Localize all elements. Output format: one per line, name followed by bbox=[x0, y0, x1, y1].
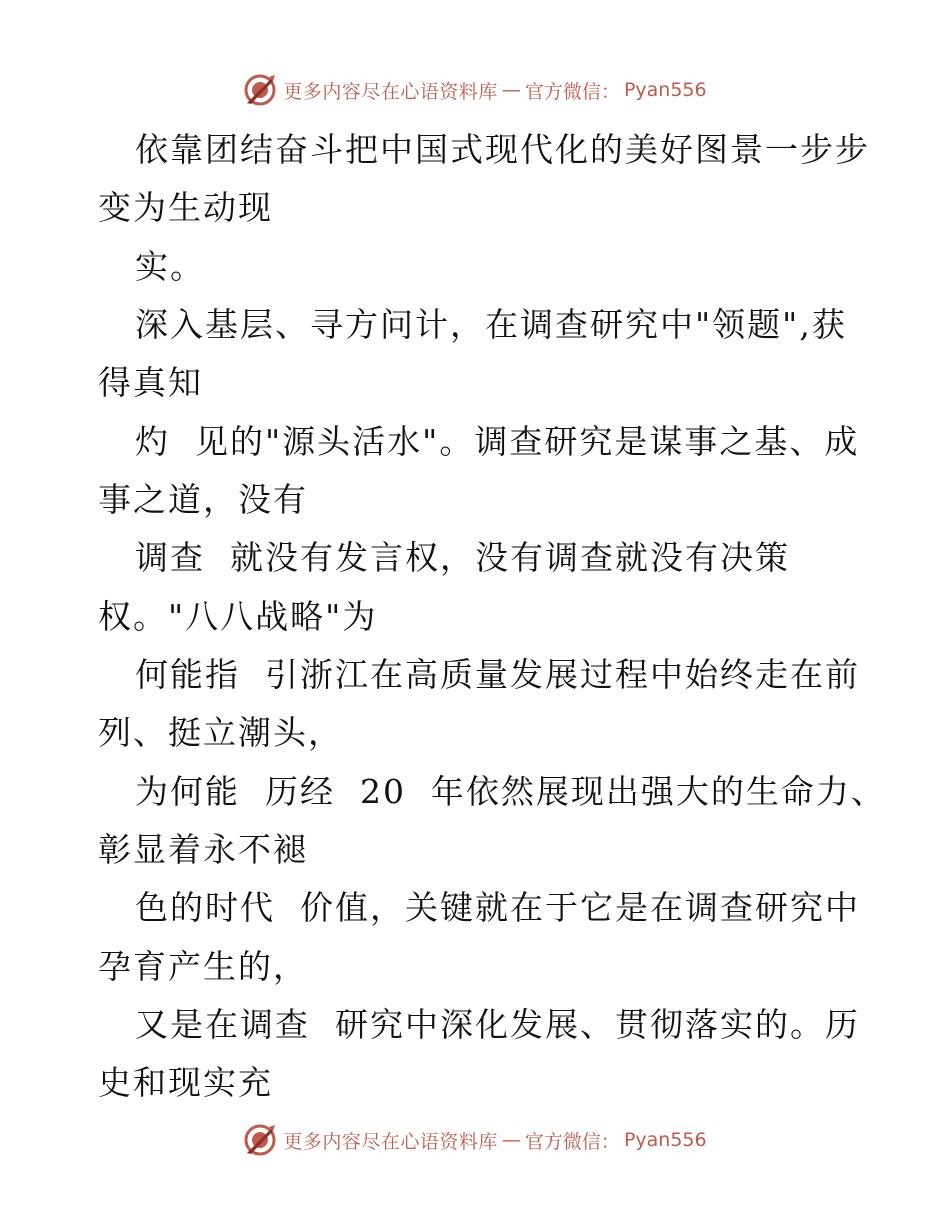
text-line: 为何能 历经 20 年依然展现出强大的生命力、 bbox=[135, 772, 886, 811]
banner-account: Pyan556 bbox=[623, 1129, 707, 1151]
text-line: 史和现实充 bbox=[98, 1063, 273, 1102]
text-line: 灼 见的"源头活水"。调查研究是谋事之基、成 bbox=[135, 422, 860, 461]
text-line: 权。"八八战略"为 bbox=[98, 597, 378, 636]
banner-dash: — bbox=[501, 79, 521, 101]
text-line: 调查 就没有发言权，没有调查就没有决策 bbox=[135, 538, 790, 577]
banner-dash: — bbox=[501, 1129, 521, 1151]
text-line: 变为生动现 bbox=[98, 188, 273, 227]
footer-banner bbox=[0, 1120, 950, 1160]
text-line: 依靠团结奋斗把中国式现代化的美好图景一步步 bbox=[135, 130, 870, 169]
banner-brand-text: 更多内容尽在心语资料库 bbox=[283, 80, 498, 103]
header-banner bbox=[0, 70, 950, 110]
text-line: 何能指 引浙江在高质量发展过程中始终走在前 bbox=[135, 655, 860, 694]
banner-account: Pyan556 bbox=[623, 79, 707, 101]
text-line: 孕育产生的， bbox=[98, 947, 308, 986]
text-line: 得真知 bbox=[98, 363, 203, 402]
text-line: 彰显着永不褪 bbox=[98, 830, 308, 869]
quill-logo-icon bbox=[243, 1123, 277, 1157]
text-line: 深入基层、寻方问计，在调查研究中"领题",获 bbox=[135, 305, 847, 344]
banner-brand-text: 更多内容尽在心语资料库 bbox=[283, 1130, 498, 1153]
text-line: 色的时代 价值，关键就在于它是在调查研究中 bbox=[135, 888, 860, 927]
banner-wechat-label: 官方微信： bbox=[524, 1130, 620, 1153]
text-line: 列、挺立潮头， bbox=[98, 713, 343, 752]
quill-logo-icon bbox=[243, 73, 277, 107]
text-line: 事之道，没有 bbox=[98, 480, 308, 519]
banner-wechat-label: 官方微信： bbox=[524, 80, 620, 103]
text-line: 又是在调查 研究中深化发展、贯彻落实的。历 bbox=[135, 1005, 860, 1044]
text-line: 实。 bbox=[135, 247, 205, 286]
